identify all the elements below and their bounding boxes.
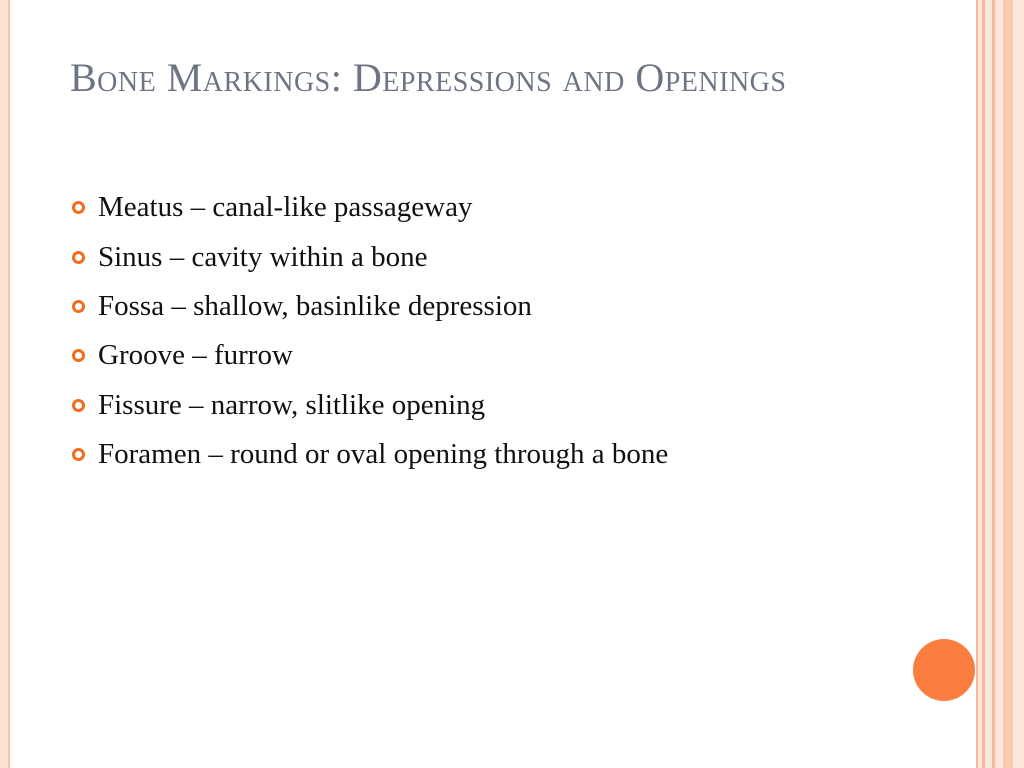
bullet-circle-icon: [72, 399, 85, 412]
slide-title: Bone Markings: Depressions and Openings: [70, 55, 787, 100]
bullet-circle-icon: [72, 349, 85, 362]
stripe: [1013, 0, 1024, 768]
bullet-text: Foramen – round or oval opening through a bone: [98, 438, 669, 471]
bullet-item: [72, 282, 668, 331]
bullet-item: [72, 232, 668, 281]
bullet-text: Fissure – narrow, slitlike opening: [98, 388, 486, 421]
bullet-circle-icon: [72, 201, 85, 214]
bullet-text: Groove – furrow: [98, 339, 293, 372]
bullet-list: [72, 183, 668, 479]
bullet-circle-icon: [72, 251, 85, 264]
bullet-text: Fossa – shallow, basinlike depression: [98, 289, 532, 322]
decorative-stripes: [976, 0, 1024, 768]
bullet-text: Sinus – cavity within a bone: [98, 240, 428, 273]
bullet-item: [72, 331, 668, 380]
stripe: [995, 0, 1003, 768]
bullet-circle-icon: [72, 300, 85, 313]
stripe: [1003, 0, 1013, 768]
bullet-item: [72, 183, 668, 232]
bullet-item: [72, 381, 668, 430]
bullet-circle-icon: [72, 448, 85, 461]
bullet-text: Meatus – canal-like passageway: [98, 191, 473, 224]
stripe: [985, 0, 992, 768]
orange-circle-decoration: [913, 639, 975, 701]
bullet-item: [72, 430, 668, 479]
